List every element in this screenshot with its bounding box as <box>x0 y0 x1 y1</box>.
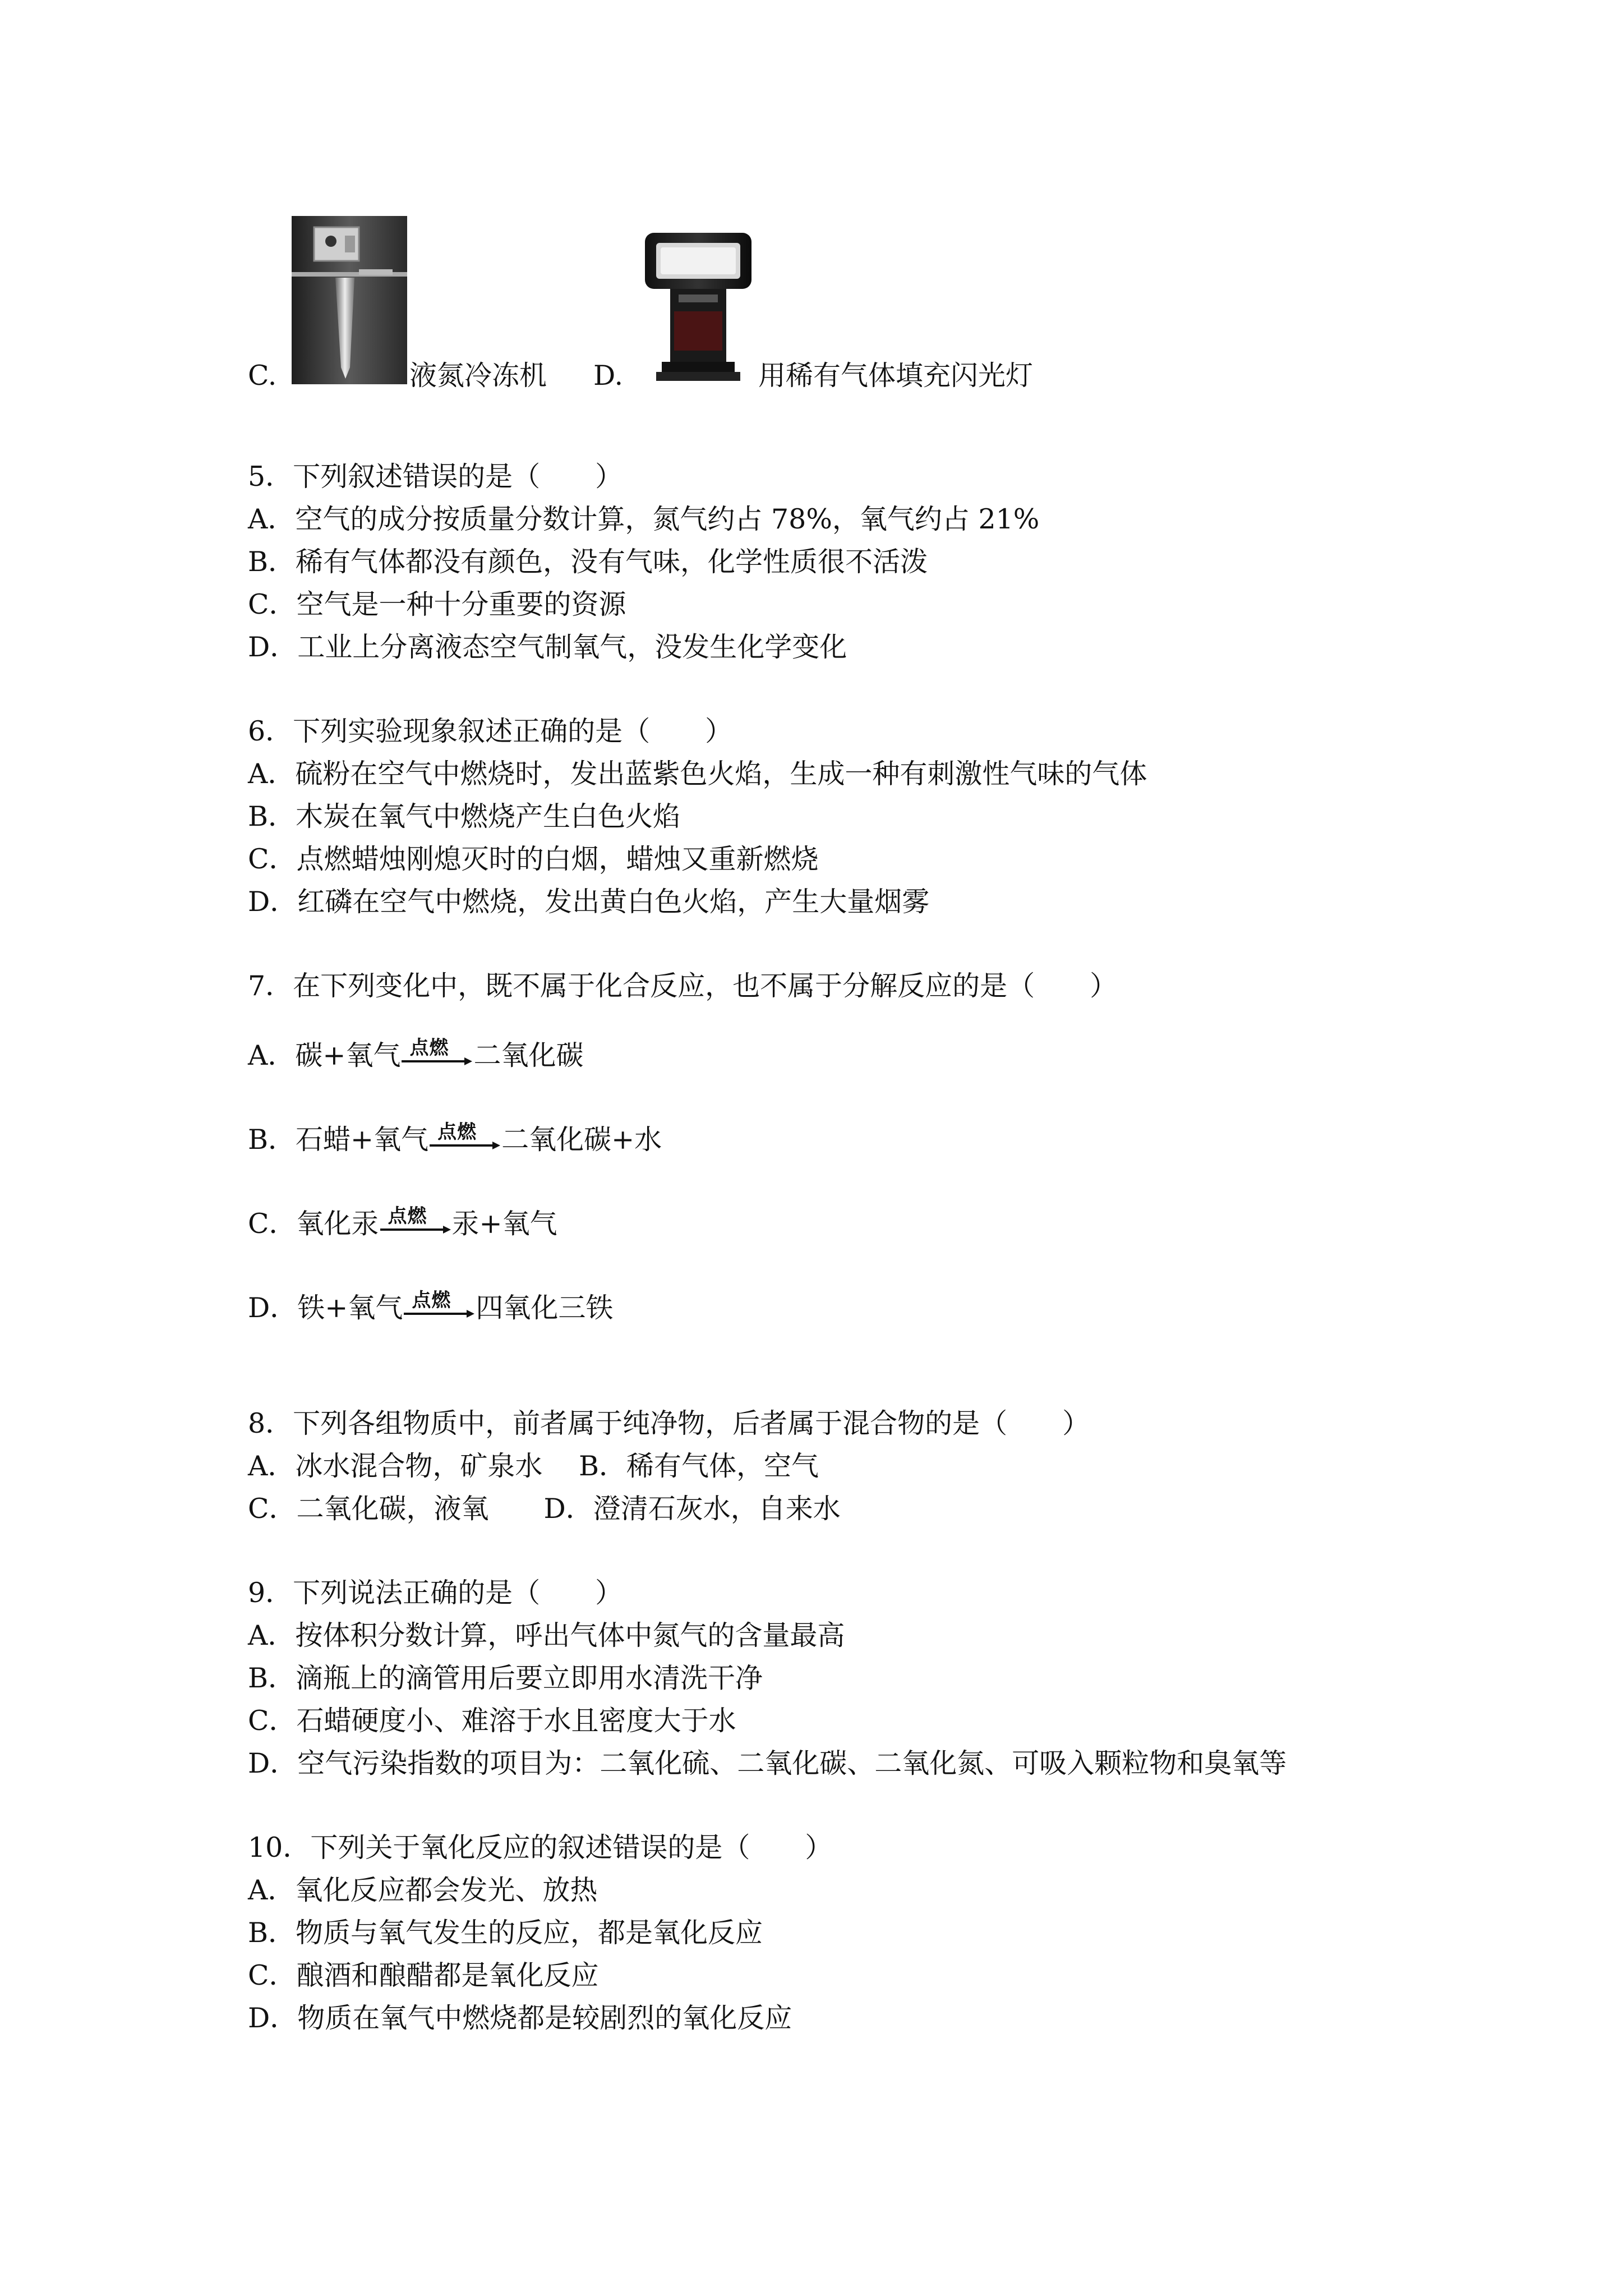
q7-option-d-label: D． <box>248 1292 298 1324</box>
q9-option-b: B．滴瓶上的滴管用后要立即用水清洗干净 <box>248 1662 763 1694</box>
q6-option-d: D．红磷在空气中燃烧，发出黄白色火焰，产生大量烟雾 <box>248 886 930 918</box>
q6-title: 6．下列实验现象叙述正确的是（ ） <box>248 715 733 747</box>
q5-option-b: B．稀有气体都没有颜色，没有气味，化学性质很不活泼 <box>248 546 928 578</box>
q8-title: 8．下列各组物质中，前者属于纯净物，后者属于混合物的是（ ） <box>248 1407 1090 1439</box>
q7-option-b <box>248 1123 662 1157</box>
reaction-arrow <box>402 1039 472 1073</box>
q4-option-d-text: 用稀有气体填充闪光灯 <box>758 360 1034 392</box>
q10-option-c: C．酿酒和酿醋都是氧化反应 <box>248 1959 599 1991</box>
q7-option-a-products: 二氧化碳 <box>473 1039 584 1071</box>
liquid-nitrogen-freezer-image <box>292 216 407 384</box>
q7-option-c <box>248 1207 557 1241</box>
q7-option-d-reactants: 铁+氧气 <box>297 1292 403 1324</box>
q6-option-a: A．硫粉在空气中燃烧时，发出蓝紫色火焰，生成一种有刺激性气味的气体 <box>248 758 1147 790</box>
q7-option-c-label: C． <box>248 1208 297 1240</box>
q7-option-b-products: 二氧化碳+水 <box>501 1124 662 1156</box>
q7-option-c-reactants: 氧化汞 <box>296 1208 379 1240</box>
arrow-icon <box>402 1056 472 1067</box>
q10-option-a: A．氧化反应都会发光、放热 <box>248 1874 598 1906</box>
q5-option-a: A．空气的成分按质量分数计算，氮气约占 78%，氧气约占 21% <box>248 503 1040 535</box>
arrow-icon <box>380 1224 451 1235</box>
condition-label: 点燃 <box>388 1205 427 1227</box>
q7-option-c-products: 汞+氧气 <box>451 1208 557 1240</box>
q8-options-row-2: C．二氧化碳，液氧 D．澄清石灰水，自来水 <box>248 1493 841 1525</box>
q6-option-b: B．木炭在氧气中燃烧产生白色火焰 <box>248 800 681 832</box>
q8-options-row-1: A．冰水混合物，矿泉水 B．稀有气体，空气 <box>248 1450 819 1482</box>
arrow-icon <box>430 1140 500 1151</box>
q7-option-d <box>248 1291 613 1325</box>
q6-option-c: C．点燃蜡烛刚熄灭时的白烟，蜡烛又重新燃烧 <box>248 843 819 875</box>
q10-title: 10．下列关于氧化反应的叙述错误的是（ ） <box>248 1832 833 1864</box>
q9-option-c: C．石蜡硬度小、难溶于水且密度大于水 <box>248 1705 736 1737</box>
q9-option-a: A．按体积分数计算，呼出气体中氮气的含量最高 <box>248 1619 845 1651</box>
q9-title: 9．下列说法正确的是（ ） <box>248 1577 623 1609</box>
q4-option-d-label: D. <box>593 360 624 392</box>
q5-title: 5．下列叙述错误的是（ ） <box>248 461 623 493</box>
condition-label: 点燃 <box>412 1289 451 1312</box>
q7-option-a <box>248 1039 583 1073</box>
q5-option-c: C．空气是一种十分重要的资源 <box>248 588 626 620</box>
q5-option-d: D．工业上分离液态空气制氧气，没发生化学变化 <box>248 631 847 663</box>
q7-option-a-label: A． <box>248 1039 296 1071</box>
q4-option-c-label: C. <box>248 360 277 392</box>
reaction-arrow <box>404 1291 474 1325</box>
arrow-icon <box>404 1308 474 1319</box>
condition-label: 点燃 <box>437 1121 477 1143</box>
q10-option-b: B．物质与氧气发生的反应，都是氧化反应 <box>248 1917 763 1949</box>
q9-option-d: D．空气污染指数的项目为：二氧化硫、二氧化碳、二氧化氮、可吸入颗粒物和臭氧等 <box>248 1747 1287 1779</box>
q4-option-c-text: 液氮冷冻机 <box>409 360 547 392</box>
camera-flash-image <box>639 227 757 390</box>
q7-option-b-label: B． <box>248 1124 296 1156</box>
reaction-arrow <box>430 1123 500 1157</box>
condition-label: 点燃 <box>409 1037 449 1059</box>
q7-option-d-products: 四氧化三铁 <box>476 1292 614 1324</box>
q7-option-a-reactants: 碳+氧气 <box>295 1039 401 1071</box>
reaction-arrow <box>380 1207 451 1241</box>
q10-option-d: D．物质在氧气中燃烧都是较剧烈的氧化反应 <box>248 2002 792 2034</box>
q7-option-b-reactants: 石蜡+氧气 <box>296 1124 429 1156</box>
q7-title: 7．在下列变化中，既不属于化合反应，也不属于分解反应的是（ ） <box>248 970 1118 1002</box>
